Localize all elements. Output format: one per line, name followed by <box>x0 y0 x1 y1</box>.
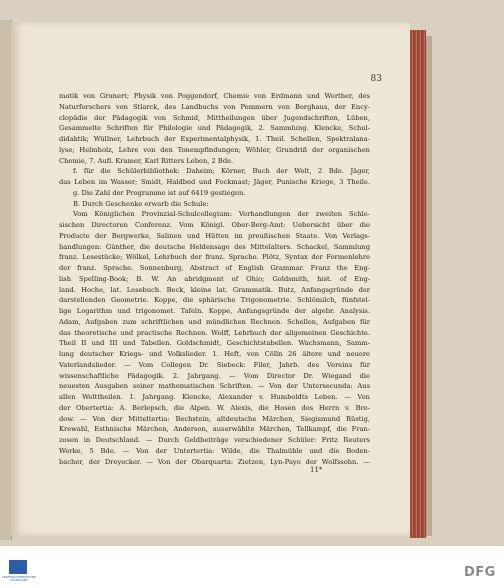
text-line: Krewahl, Esthnische Märchen, Anderson, auserwählte Märchen, Tellkampf, die Fran- <box>59 425 370 434</box>
text-line: Vom Königlichen Provinzial-Schulcollegium: Verhandlungen der zweiten Schle- <box>73 210 370 219</box>
text-line: land. Hoche, lat. Lesebuch. Beck, kleine lat. Grammatik. Butz, Anfangsgründe der <box>59 285 370 294</box>
text-line: Werke, 5 Bde. — Von der Untertertia: Wilde, die Thalmühle und die Boden- <box>59 446 370 455</box>
page-edges-shadow <box>426 36 432 536</box>
text-line: matik von Grunert; Physik von Poggendorf, Chemie von Erdmann und Werther, des <box>59 92 370 100</box>
text-line: sischen Directoren Conferenz. Vom Königl. Ober-Berg-Amt: Uebersicht über die <box>59 221 370 229</box>
text-line: Gesammelte Schriften für Philologie und Pädagogik, 2. Sammlung. Klencke, Schul- <box>59 124 370 133</box>
text-line: dow. — Von der Mitteltertia: Bechstein, altdeutsche Märchen, Siegismund Rüstig, <box>59 414 370 423</box>
text-line: lish Spelling-Book; B. W. An abridgment of Ohio; Goldsmith, hist. of Eng- <box>59 274 370 283</box>
text-line: Producte der Bergwerke, Salinen und Hütten im preußischen Staate. Von Verlags- <box>59 231 370 240</box>
text-line: lige Logarithm und trigonomet. Tafeln. Koppe, Anfangsgründe der algebr. Analysis. <box>59 307 370 315</box>
text-line: lung deutscher Kriegs- und Volkslieder. 1. Heft, von Cölln 26 ältere und neuere <box>59 350 370 358</box>
text-line: das theoretische und practische Rechnen. Wolff, Lehrbuch der allgemeinen Geschichte. <box>59 328 370 337</box>
text-line: der Obertertia: A. Berlepsch, die Alpen. W. Alexis, die Hosen des Herrn v. Bre- <box>59 403 370 412</box>
text-line: neuesten Ausgaben seiner mathematischen Schriften. — Von der Untersecunda: Aus <box>59 382 370 391</box>
text-line: Chemie, 7. Aufl. Kramer, Karl Ritters Leben, 2 Bde. <box>59 156 234 165</box>
text-line: didaktik; Wüllner, Lehrbuch der Experimentalphysik, 1. Theil. Schellen, Spektralana- <box>59 135 370 143</box>
text-line: Adam, Aufgaben zum schriftlichen und mündlichen Rechnen. Schellen, Aufgaben für <box>59 317 370 326</box>
text-line: Naturforschers von Stlarck, des Landbuchs von Pommern von Berghaus, der Ency- <box>59 102 370 111</box>
page-number: 83 <box>370 74 382 84</box>
text-line: lyse; Helmholz, Lehre von den Tonempfindungen; Wöhler, Grundriß der organischen <box>59 145 370 154</box>
viewer-footer <box>0 546 504 588</box>
library-logo-icon[interactable] <box>9 560 27 574</box>
text-line: franz. Lesestücke; Wölkel, Lehrbuch der franz. Sprache. Plötz, Syntax der Formenlehre <box>59 253 370 262</box>
text-line: f. für die Schülerbibliothek: Daheim; Körner, Buch der Welt, 2 Bde. Jäger, <box>73 167 370 176</box>
text-line: wissenschaftliche Pädagogik. 2. Jahrgang. — Vom Director Dr. Wiegand die <box>59 371 370 380</box>
text-line: clopädie der Pädagogik von Schmid, Mittheilungen über Jugendschriften, Lüben, <box>59 113 370 122</box>
library-logo-text: UNIVERSITÄTSBIBLIOTHEK DÜSSELDORF <box>2 576 36 582</box>
text-line: bacher, der Dreyecker. — Von der Obarquarta: Zietzen, Lyn-Payo der Wolfssohn. — <box>59 457 370 466</box>
text-line: allen Welttheilen. 1. Jahrgang. Klencke, Alexander v. Humboldts Leben. — Von <box>59 393 370 401</box>
dfg-logo[interactable]: DFG <box>464 565 496 580</box>
text-line: der franz. Sprache. Sonnenburg, Abstract of English Grammar. Franz the Eng- <box>59 264 370 272</box>
page-text <box>59 91 370 467</box>
text-line: B. Durch Geschenke erwarb die Schule: <box>73 199 209 208</box>
signature-mark: 11* <box>310 466 323 474</box>
text-line: zosen in Deutschland. — Durch Geldbeiträge verschiedener Schüler: Fritz Reuters <box>59 436 370 444</box>
text-line: handlungen: Günther, die deutsche Heldensage des Mittelalters. Schackel, Sammlung <box>59 242 370 251</box>
text-line: g. Die Zahl der Programme ist auf 6419 gestiegen. <box>73 188 246 197</box>
page-edges-red <box>410 30 426 538</box>
text-line: darstellenden Geometrie. Koppe, die sphärische Trigonometrie. Schlömilch, fünfstel- <box>59 296 370 305</box>
text-line: Vaterlandslieder. — Vom Collegen Dr. Siebeck: Filer, Jahrb. des Vereins für <box>59 360 370 369</box>
text-line: Theil II und III und Tabellen. Goldschmidt, Geschichtstabellen. Wachsmann, Samm- <box>59 339 370 348</box>
text-line: das Leben im Wasser; Smidt, Haldbed und Fockmast; Jäger, Punische Kriege, 3 Theile. <box>59 178 370 186</box>
